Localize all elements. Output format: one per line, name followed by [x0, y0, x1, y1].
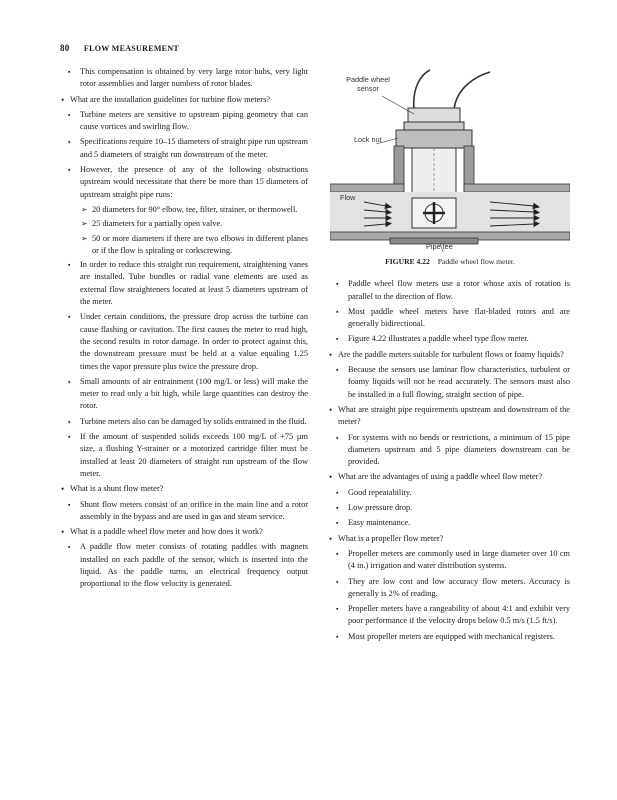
item-text: For systems with no bends or restrictions, a minimum of 15 pipe diameters upstream and 5 pipe diameters downstream can be provided.: [348, 432, 570, 467]
answer-item: [330, 278, 570, 303]
bullet-icon: •: [61, 484, 65, 495]
bullet-icon: ▪: [336, 488, 339, 497]
answer-item: [62, 136, 308, 161]
item-text: However, the presence of any of the following obstructions upstream would necessitate that there be more than 15 diameters of upstream straight pipe runs:: [80, 165, 308, 199]
question-item: [330, 404, 570, 429]
item-text: Because the sensors use laminar flow characteristics, turbulent or foamy liquids will not be read accurately. The sensors must also be installed in a full flowing, straight section of pipe.: [348, 365, 570, 399]
sub-answer-item: [62, 204, 308, 216]
bullet-icon: ▪: [336, 280, 339, 289]
item-text: Propeller meters have a rangeability of about 4:1 and exhibit very poor performance if the velocity drops below 0.5 m/s (1.5 ft/s).: [348, 604, 570, 626]
bullet-icon: ▪: [336, 605, 339, 614]
item-text: What is a paddle wheel flow meter and how does it work?: [70, 527, 263, 537]
label-lock-nut: Lock nut: [354, 135, 382, 144]
item-text: 20 diameters for 90° elbow, tee, filter, strainer, or thermowell.: [92, 204, 298, 214]
label-flow: Flow: [340, 193, 356, 202]
item-text: Under certain conditions, the pressure drop across the turbine can cause flashing or cavitation. The first causes the meter to read high, the second results in rotor damage. In order to protect against this, the downstream pressure must be held at a value equaling 1.25 times the vapor pressure plus twice the pressure drop.: [80, 312, 308, 371]
paddle-wheel-figure: [330, 66, 570, 252]
answer-item: [330, 502, 570, 514]
item-text: They are low cost and low accuracy flow meters. Accuracy is generally is 2% of reading.: [348, 576, 570, 598]
item-text: Good repeatability.: [348, 487, 412, 497]
bullet-icon: ▪: [336, 632, 339, 641]
bullet-icon: ▪: [68, 166, 71, 175]
bullet-icon: ▪: [68, 377, 71, 386]
bullet-icon: ➢: [81, 233, 88, 243]
page-header: [60, 43, 179, 53]
answer-item: [330, 306, 570, 331]
bullet-icon: •: [61, 527, 65, 538]
answer-item: [62, 376, 308, 413]
question-item: [330, 471, 570, 483]
bullet-icon: ▪: [336, 504, 339, 513]
item-text: What are the advantages of using a paddle wheel flow meter?: [338, 472, 543, 482]
item-text: Propeller meters are commonly used in large diameter over 10 cm (4 in.) irrigation and water distribution systems.: [348, 548, 570, 571]
answer-item: [330, 576, 570, 601]
question-item: [330, 349, 570, 361]
label-paddle-wheel-sensor: Paddle wheel sensor: [346, 75, 390, 93]
bullet-icon: ➢: [81, 204, 88, 214]
item-text: 25 diameters for a partially open valve.: [92, 219, 223, 229]
answer-item: [330, 487, 570, 499]
figure-caption-text: Paddle wheel flow meter.: [437, 257, 515, 266]
item-text: 50 or more diameters if there are two elbows in different planes or if the flow is spiraling or corkscrewing.: [92, 233, 308, 255]
paddle-wheel-diagram: [330, 66, 570, 252]
item-text: Turbine meters are sensitive to upstream piping geometry that can cause vortices and swirling flow.: [80, 109, 308, 132]
left-column: [62, 66, 308, 594]
item-text: A paddle flow meter consists of rotating paddles with magnets installed on each paddle of the sensor, which is inserted into the liquid. As the paddle turns, an electrical frequency output proportional to the flow velocity is generated.: [80, 542, 308, 589]
answer-item: [62, 164, 308, 201]
question-item: [62, 94, 308, 106]
answer-item: [330, 603, 570, 628]
answer-item: [62, 66, 308, 91]
answer-item: [62, 109, 308, 134]
answer-item: [330, 333, 570, 345]
bullet-icon: ▪: [68, 417, 71, 426]
item-text: Shunt flow meters consist of an orifice in the main line and a rotor assembly in the bypass and are used in gas and steam service.: [80, 499, 308, 521]
question-item: [330, 533, 570, 545]
item-text: Low pressure drop.: [348, 503, 413, 513]
bullet-icon: ▪: [336, 366, 339, 375]
answer-item: [62, 416, 308, 428]
item-text: What is a shunt flow meter?: [70, 484, 164, 494]
item-text: Figure 4.22 illustrates a paddle wheel type flow meter.: [348, 334, 529, 344]
running-title: FLOW MEASUREMENT: [83, 44, 180, 53]
bullet-icon: ➢: [81, 219, 88, 229]
bullet-icon: ▪: [336, 519, 339, 528]
question-item: [62, 526, 308, 538]
answer-item: [330, 548, 570, 573]
bullet-icon: ▪: [68, 313, 71, 322]
answer-item: [330, 364, 570, 401]
item-text: Most paddle wheel meters have flat-bladed rotors and are generally bidirectional.: [348, 306, 570, 329]
item-text: What are straight pipe requirements upstream and downstream of the meter?: [338, 404, 570, 427]
bullet-icon: •: [329, 404, 333, 415]
item-text: Turbine meters also can be damaged by solids entrained in the fluid.: [80, 416, 307, 426]
bullet-icon: •: [329, 533, 333, 544]
item-text: This compensation is obtained by very large rotor hubs, very light rotor assemblies and larger numbers of rotor blades.: [80, 67, 308, 89]
bullet-icon: ▪: [68, 433, 71, 442]
figure-caption: [330, 256, 570, 268]
answer-item: [62, 431, 308, 480]
answer-item: [330, 631, 570, 643]
bullet-icon: ▪: [336, 433, 339, 442]
figure-number: FIGURE 4.22: [385, 257, 430, 266]
bullet-icon: •: [61, 94, 65, 105]
answer-item: [62, 311, 308, 372]
bullet-icon: ▪: [68, 543, 71, 552]
bullet-icon: ▪: [336, 577, 339, 586]
answer-item: [62, 541, 308, 590]
item-text: Are the paddle meters suitable for turbulent flows or foamy liquids?: [338, 349, 564, 359]
sub-answer-item: [62, 233, 308, 258]
answer-item: [330, 432, 570, 469]
item-text: Paddle wheel flow meters use a rotor whose axis of rotation is parallel to the direction of flow.: [348, 279, 570, 301]
answer-item: [62, 499, 308, 524]
answer-item: [62, 259, 308, 308]
page-number: 80: [60, 43, 70, 53]
bullet-icon: ▪: [336, 307, 339, 316]
item-text: Specifications require 10–15 diameters of straight pipe run upstream and 5 diameters of straight run downstream of the meter.: [80, 137, 308, 159]
bullet-icon: •: [329, 472, 333, 483]
bullet-icon: ▪: [68, 138, 71, 147]
bullet-icon: ▪: [336, 335, 339, 344]
bullet-icon: ▪: [68, 68, 71, 76]
item-text: Small amounts of air entrainment (100 mg/L or less) will make the meter to read only a bit high, while large quantities can destroy the rotor.: [80, 376, 308, 411]
item-text: Most propeller meters are equipped with mechanical registers.: [348, 631, 555, 641]
right-column: [330, 66, 570, 646]
item-text: If the amount of suspended solids exceeds 100 mg/L of +75 µm size, a flushing Y-strainer or a motorized cartridge filter must be installed at least 20 diameters of straight run upstream of the flow meter.: [80, 432, 308, 478]
label-pipe-tee: Pipe tee: [426, 242, 453, 251]
bullet-icon: ▪: [68, 110, 71, 119]
bullet-icon: ▪: [68, 261, 71, 270]
bullet-icon: ▪: [336, 549, 339, 558]
answer-item: [330, 517, 570, 529]
item-text: What is a propeller flow meter?: [338, 533, 444, 543]
bullet-icon: •: [329, 349, 333, 360]
right-column-list: [330, 278, 570, 643]
sub-answer-item: [62, 218, 308, 230]
bullet-icon: ▪: [68, 500, 71, 509]
item-text: In order to reduce this straight run requirement, straightening vanes are installed. Tube bundles or radial vane elements are used as external flow straighteners located at least 5 diameters upstream of the meter.: [80, 260, 308, 307]
item-text: Easy maintenance.: [348, 518, 411, 528]
item-text: What are the installation guidelines for turbine flow meters?: [70, 94, 270, 104]
question-item: [62, 483, 308, 495]
